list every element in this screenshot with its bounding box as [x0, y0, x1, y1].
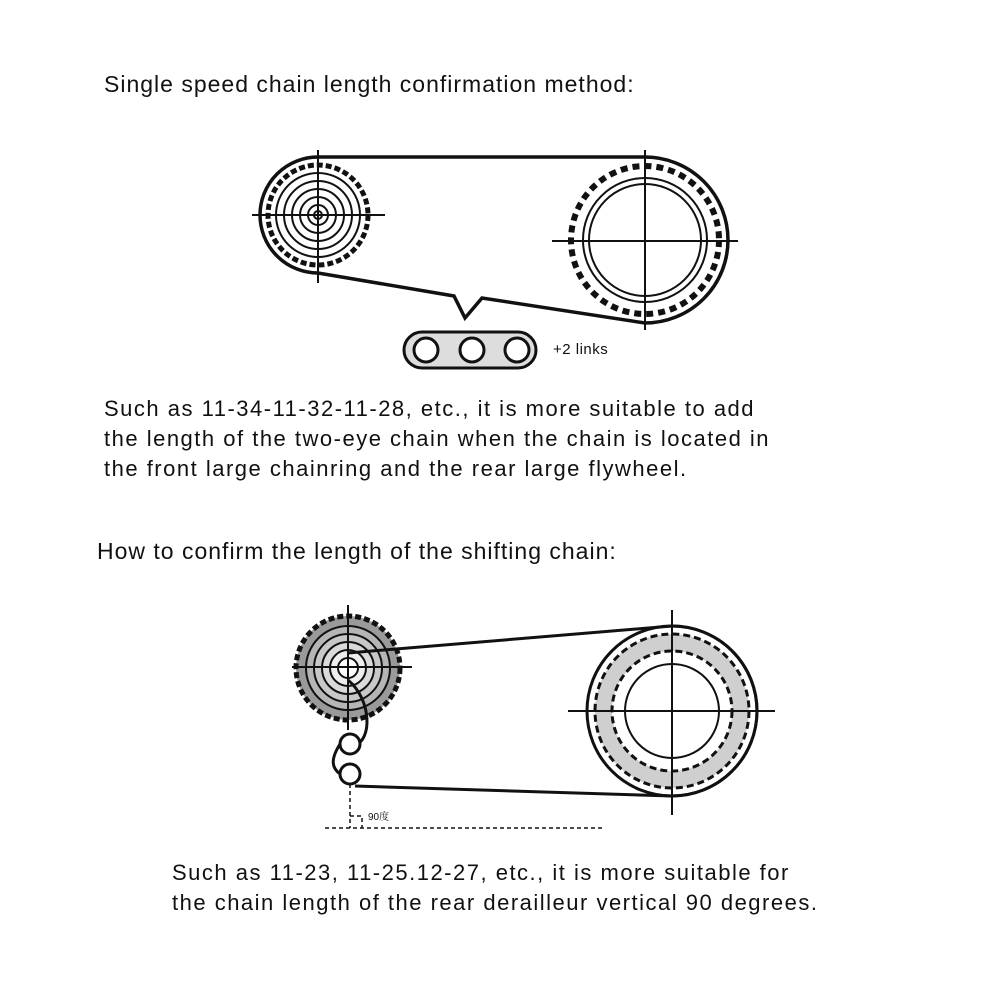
plus-two-links-label: +2 links: [553, 341, 609, 358]
description-line: Such as 11-23, 11-25.12-27, etc., it is more suitable for: [172, 860, 790, 885]
shifting-chain-heading: How to confirm the length of the shifting chain:: [97, 538, 617, 564]
single-speed-heading: Single speed chain length confirmation method:: [104, 71, 635, 97]
description-line: Such as 11-34-11-32-11-28, etc., it is more suitable to add: [104, 396, 756, 421]
description-line: the length of the two-eye chain when the chain is located in: [104, 426, 771, 451]
shifting-chain-description: [172, 858, 818, 918]
ninety-degree-label: 90度: [368, 812, 390, 823]
chain-bottom-run: [355, 786, 672, 796]
description-line: the chain length of the rear derailleur vertical 90 degrees.: [172, 890, 819, 915]
description-line: the front large chainring and the rear large flywheel.: [104, 456, 688, 481]
